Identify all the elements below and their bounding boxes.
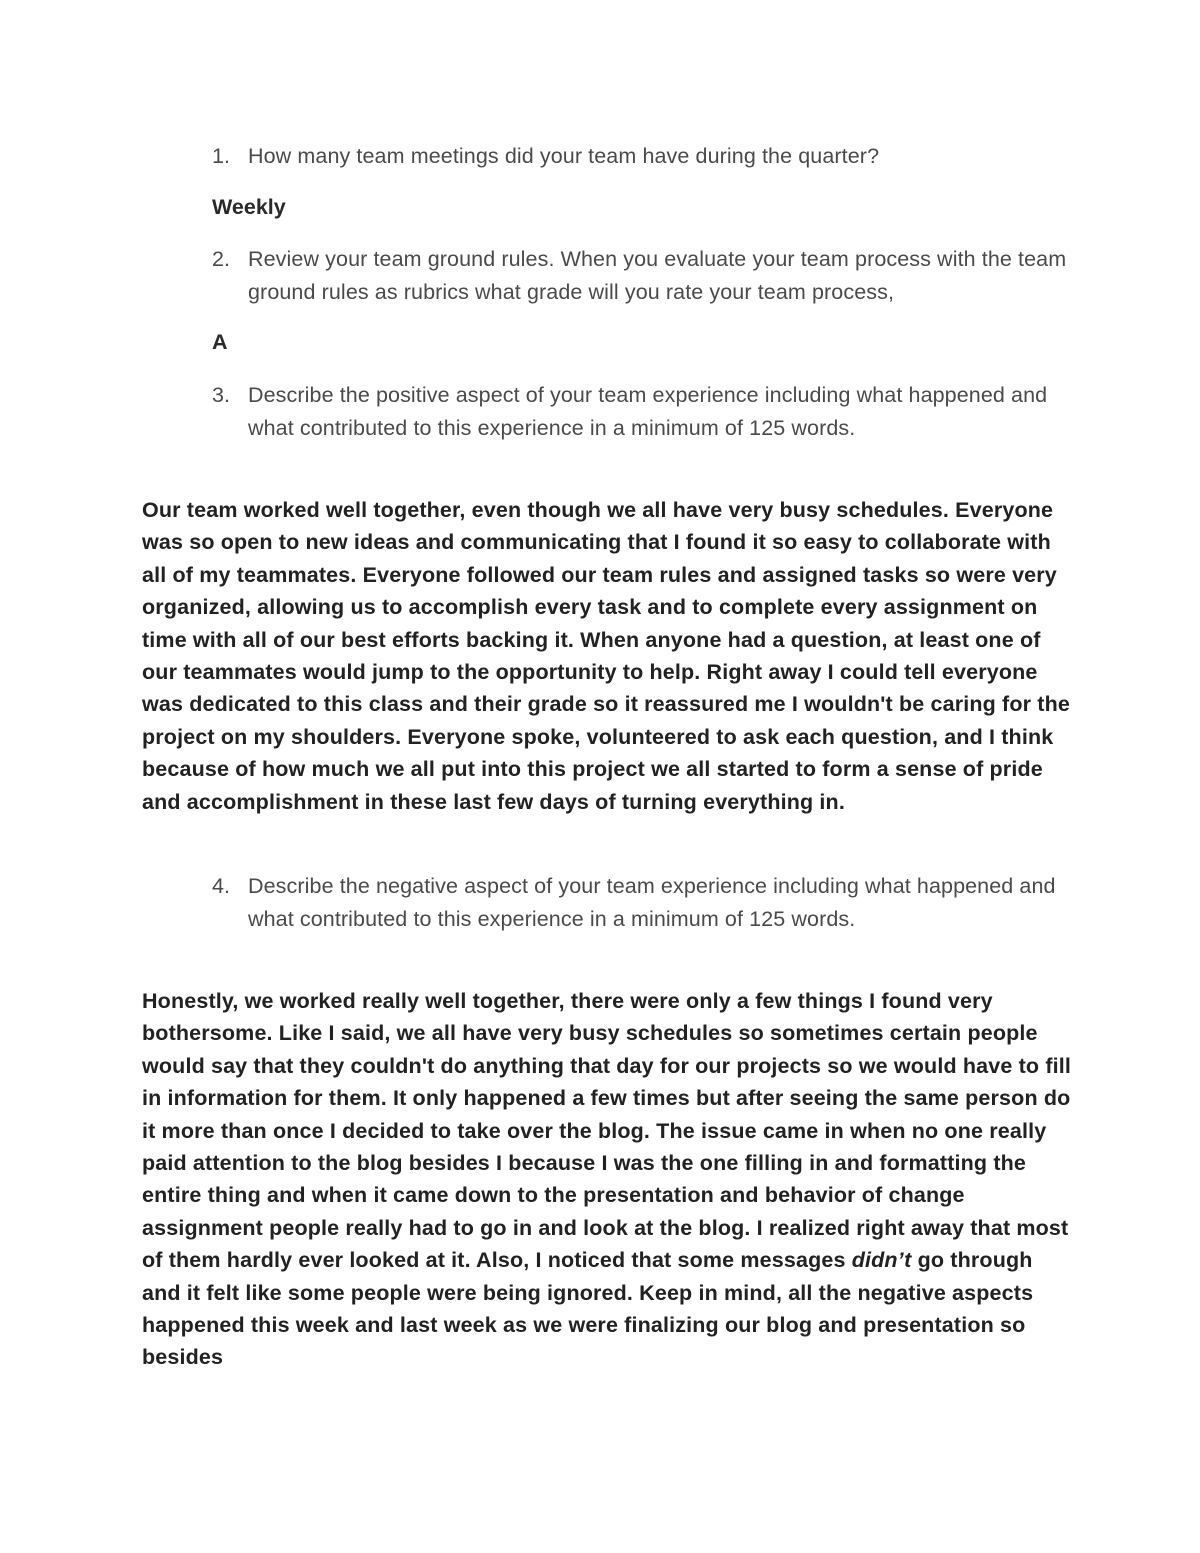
question-2 [212, 243, 1072, 308]
question-1-text: How many team meetings did your team have during the quarter? [248, 144, 880, 168]
question-3 [212, 379, 1072, 444]
question-4-number: 4. [212, 874, 231, 898]
question-4 [212, 870, 1072, 935]
answer-2: A [212, 330, 228, 354]
question-3-number: 3. [212, 383, 231, 407]
question-2-text: Review your team ground rules. When you evaluate your team process with the team ground rules as rubrics what grade will you rate your team process, [248, 247, 1067, 304]
question-1-number: 1. [212, 144, 231, 168]
answer-4-emphasis: didn’t [851, 1248, 912, 1273]
question-4-text: Describe the negative aspect of your team experience including what happened and what contributed to this experience in a minimum of 125 words. [248, 874, 1056, 931]
answer-1: Weekly [212, 195, 286, 219]
answer-4-part-1: Honestly, we worked really well together, there were only a few things I found very bothersome. Like I said, we all have very busy schedules so sometimes certain people would say that they couldn't do anything that day for our projects so we would have to fill in information for them. It only happened a few times but after seeing the same person do it more than once I decided to take over the blog. The issue came in when no one really paid attention to the blog besides I because I was the one filling in and formatting the entire thing and when it came down to the presentation and behavior of change assignment people really had to go in and look at the blog. I realized right away that most of them hardly ever looked at it. Also, I noticed that some messages [142, 989, 1071, 1273]
question-3-text: Describe the positive aspect of your team experience including what happened and what contributed to this experience in a minimum of 125 words. [248, 383, 1048, 440]
answer-4-part-2: go through and it felt like some people were being ignored. Keep in mind, all the negative aspects happened this week and last week as we were finalizing our blog and presentation so besides [142, 1248, 1034, 1370]
question-1 [212, 140, 1072, 173]
answer-3: Our team worked well together, even though we all have very busy schedules. Everyone was so open to new ideas and communicating that I found it so easy to collaborate with all of my teammates. Everyone followed our team rules and assigned tasks so were very organized, allowing us to accomplish every task and to complete every assignment on time with all of our best efforts backing it. When anyone had a question, at least one of our teammates would jump to the opportunity to help. Right away I could tell everyone was dedicated to this class and their grade so it reassured me I wouldn't be caring for the project on my shoulders. Everyone spoke, volunteered to ask each question, and I think because of how much we all put into this project we all started to form a sense of pride and accomplishment in these last few days of turning everything in. [142, 498, 1070, 814]
question-2-number: 2. [212, 247, 231, 271]
answer-4 [142, 985, 1072, 1374]
